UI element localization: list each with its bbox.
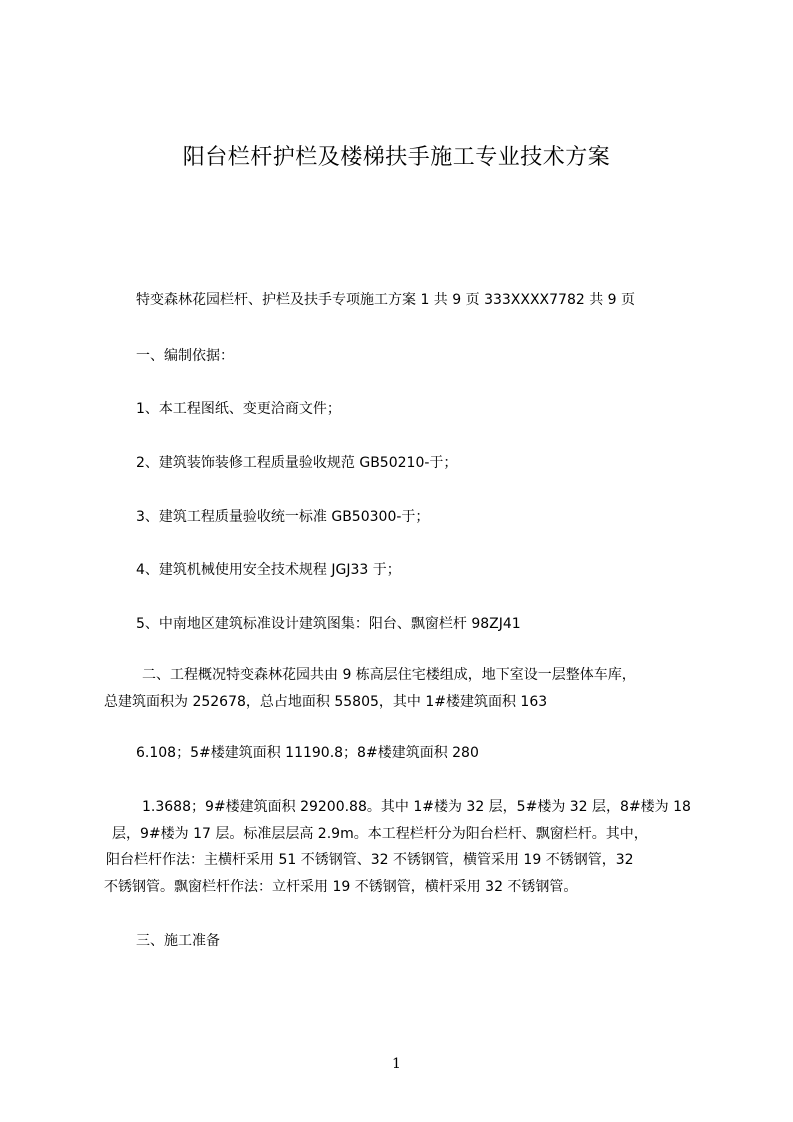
paragraph-line: 层，9#楼为 17 层。标准层层高 2.9m。本工程栏杆分为阳台栏杆、飘窗栏杆。其中， (112, 825, 648, 842)
header-line: 特变森林花园栏杆、护栏及扶手专项施工方案 1 共 9 页 333XXXX7782 共 9 页 (136, 292, 636, 308)
reference-item: 5、中南地区建筑标准设计建筑图集：阳台、飘窗栏杆 98ZJ41 (136, 616, 521, 632)
page-number: 1 (392, 1056, 401, 1072)
reference-item: 3、建筑工程质量验收统一标准 GB50300-于； (136, 509, 430, 525)
paragraph-line: 二、工程概况特变森林花园共由 9 栋高层住宅楼组成，地下室设一层整体车库， (142, 667, 636, 683)
paragraph-line: 不锈钢管。飘窗栏杆作法：立杆采用 19 不锈钢管，横杆采用 32 不锈钢管。 (104, 878, 578, 895)
paragraph-line: 总建筑面积为 252678，总占地面积 55805，其中 1#楼建筑面积 163 (104, 693, 548, 710)
section2-details (104, 794, 694, 900)
reference-item: 1、本工程图纸、变更洽商文件； (136, 401, 341, 417)
reference-item: 4、建筑机械使用安全技术规程 JGJ33 于； (136, 562, 401, 578)
section2-overview (104, 662, 694, 715)
section2-area-line: 6.108；5#楼建筑面积 11190.8；8#楼建筑面积 280 (136, 745, 479, 761)
paragraph-line: 1.3688；9#楼建筑面积 29200.88。其中 1#楼为 32 层，5#楼为 32 层，8#楼为 18 (142, 799, 691, 815)
section1-heading: 一、编制依据： (136, 348, 234, 364)
paragraph-line: 阳台栏杆作法：主横杆采用 51 不锈钢管、32 不锈钢管，横管采用 19 不锈钢管，32 (106, 852, 634, 868)
section3-heading: 三、施工准备 (136, 933, 220, 949)
reference-item: 2、建筑装饰装修工程质量验收规范 GB50210-于； (136, 455, 458, 471)
document-title: 阳台栏杆护栏及楼梯扶手施工专业技术方案 (182, 145, 611, 170)
